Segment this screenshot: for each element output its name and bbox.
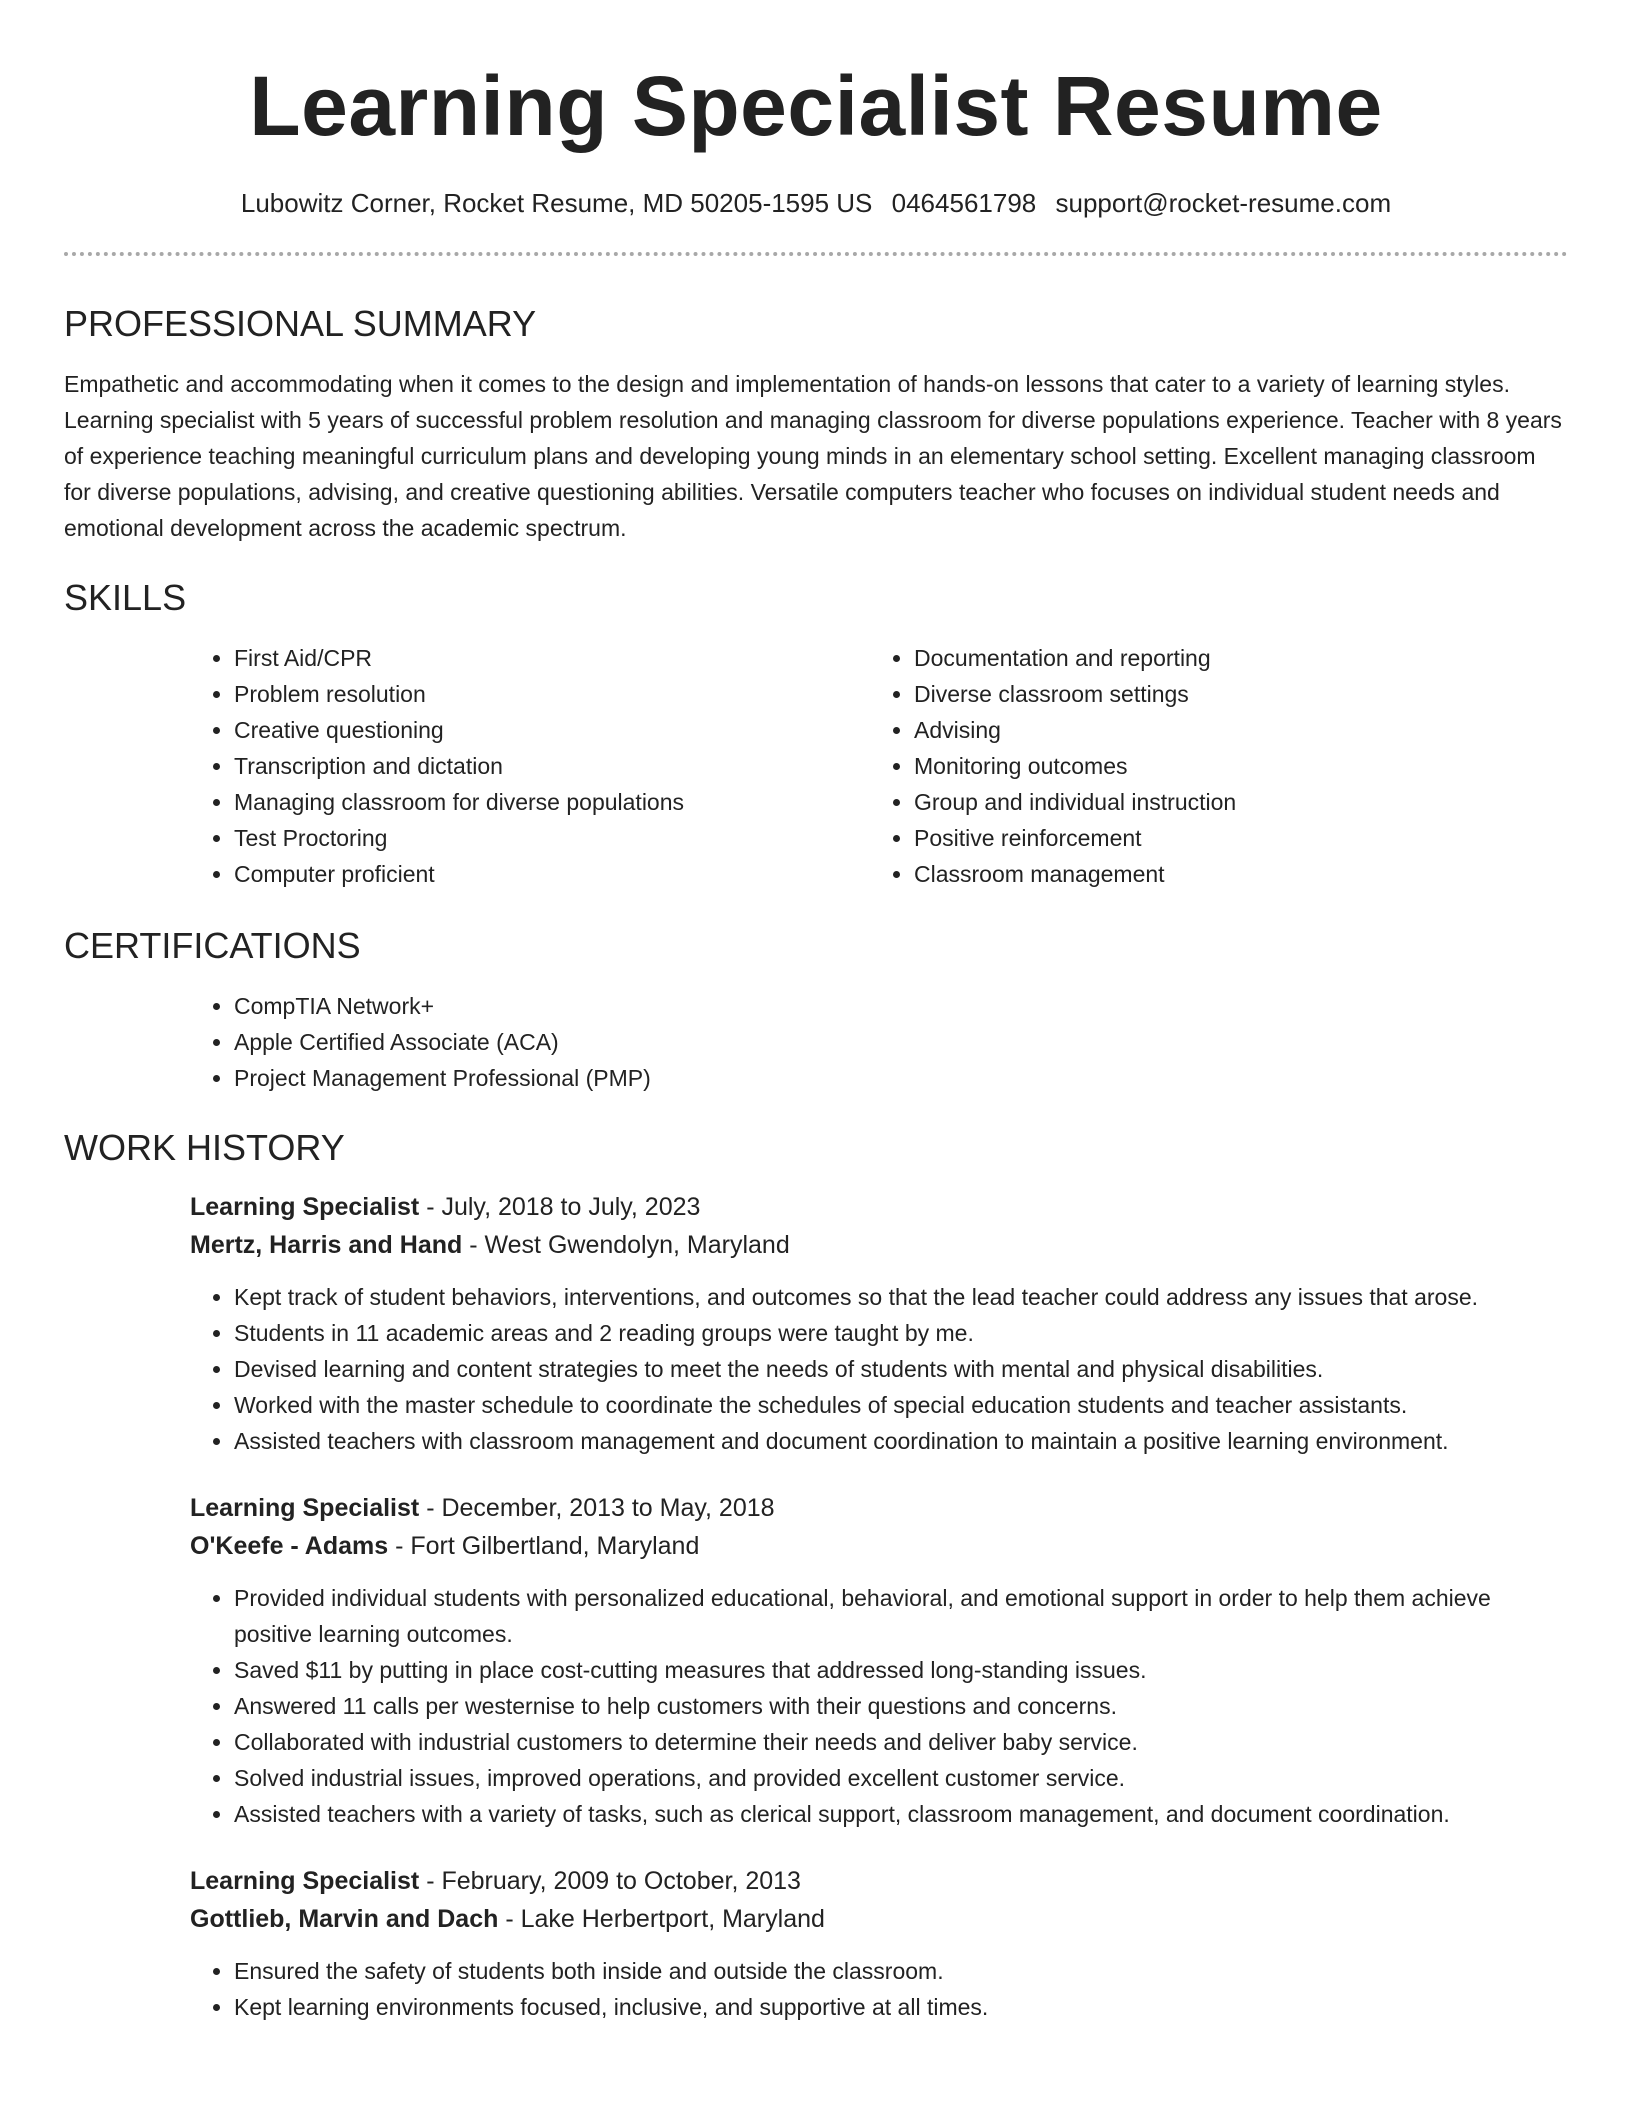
skill-item: • First Aid/CPR <box>234 640 870 676</box>
job-duty-item: • Worked with the master schedule to coordinate the schedules of special education students and teacher assistants. <box>234 1387 1568 1423</box>
skills-list-right <box>870 640 1550 892</box>
job-entry <box>190 1489 1568 1832</box>
skill-item: • Problem resolution <box>234 676 870 712</box>
job-title: Learning Specialist <box>190 1867 420 1895</box>
skill-item: • Group and individual instruction <box>914 784 1550 820</box>
job-title-line <box>190 1489 1568 1527</box>
skill-item: • Classroom management <box>914 856 1550 892</box>
jobs-container <box>190 1188 1568 2025</box>
job-location: - Fort Gilbertland, Maryland <box>388 1532 700 1560</box>
certification-item: • CompTIA Network+ <box>234 988 1568 1024</box>
job-company: Mertz, Harris and Hand <box>190 1231 463 1259</box>
summary-heading: PROFESSIONAL SUMMARY <box>64 303 537 344</box>
certification-item: • Apple Certified Associate (ACA) <box>234 1024 1568 1060</box>
certifications-body <box>190 988 1568 1096</box>
skills-section <box>64 576 1568 892</box>
job-duty-item: • Collaborated with industrial customers to determine their needs and deliver baby service. <box>234 1724 1568 1760</box>
skill-item: • Documentation and reporting <box>914 640 1550 676</box>
job-duty-item: • Devised learning and content strategies to meet the needs of students with mental and physical disabilities. <box>234 1351 1568 1387</box>
job-dates: - February, 2009 to October, 2013 <box>419 1867 801 1895</box>
skill-item: • Creative questioning <box>234 712 870 748</box>
work-history-heading: WORK HISTORY <box>64 1127 345 1168</box>
job-dates: - December, 2013 to May, 2018 <box>419 1494 775 1522</box>
skills-grid <box>190 640 1568 892</box>
work-history-section <box>64 1126 1568 2025</box>
skill-item: • Advising <box>914 712 1550 748</box>
certifications-list <box>190 988 1568 1096</box>
job-duty-item: • Provided individual students with personalized educational, behavioral, and emotional support in order to help them achieve positive learning outcomes. <box>234 1580 1568 1652</box>
job-title: Learning Specialist <box>190 1494 420 1522</box>
job-entry <box>190 1188 1568 1459</box>
skill-item: • Test Proctoring <box>234 820 870 856</box>
page-title: Learning Specialist Resume <box>249 59 1383 153</box>
skill-item: • Transcription and dictation <box>234 748 870 784</box>
skill-item: • Computer proficient <box>234 856 870 892</box>
skills-heading: SKILLS <box>64 577 187 618</box>
phone-text: 0464561798 <box>891 188 1037 218</box>
job-title-line <box>190 1862 1568 1900</box>
job-company: O'Keefe - Adams <box>190 1532 389 1560</box>
skills-column-right <box>870 640 1550 892</box>
job-location: - Lake Herbertport, Maryland <box>498 1905 825 1933</box>
resume-header <box>0 0 1632 220</box>
skill-item: • Positive reinforcement <box>914 820 1550 856</box>
skill-item: • Diverse classroom settings <box>914 676 1550 712</box>
job-dates: - July, 2018 to July, 2023 <box>419 1193 701 1221</box>
job-duties-list <box>190 1953 1568 2025</box>
job-location: - West Gwendolyn, Maryland <box>462 1231 790 1259</box>
job-duty-item: • Students in 11 academic areas and 2 reading groups were taught by me. <box>234 1315 1568 1351</box>
job-title: Learning Specialist <box>190 1193 420 1221</box>
skill-item: • Monitoring outcomes <box>914 748 1550 784</box>
job-duty-item: • Assisted teachers with a variety of tasks, such as clerical support, classroom management, and document coordination. <box>234 1796 1568 1832</box>
address-text: Lubowitz Corner, Rocket Resume, MD 50205-1595 US <box>240 188 873 218</box>
job-duty-item: • Kept track of student behaviors, interventions, and outcomes so that the lead teacher could address any issues that arose. <box>234 1279 1568 1315</box>
job-duty-item: • Solved industrial issues, improved operations, and provided excellent customer service. <box>234 1760 1568 1796</box>
certification-item: • Project Management Professional (PMP) <box>234 1060 1568 1096</box>
skill-item: • Managing classroom for diverse populations <box>234 784 870 820</box>
certifications-heading: CERTIFICATIONS <box>64 925 361 966</box>
job-duties-list <box>190 1580 1568 1832</box>
summary-text: Empathetic and accommodating when it comes to the design and implementation of hands-on lessons that cater to a variety of learning styles. Learning specialist with 5 years of successful problem resolution and managing classroom for diverse populations experience. Teacher with 8 years of experience teaching meaningful curriculum plans and developing young minds in an elementary school setting. Excellent managing classroom for diverse populations, advising, and creative questioning abilities. Versatile computers teacher who focuses on individual student needs and emotional development across the academic spectrum. <box>64 371 1562 541</box>
job-company-line <box>190 1527 1568 1565</box>
job-title-line <box>190 1188 1568 1226</box>
job-company-line <box>190 1900 1568 1938</box>
job-duty-item: • Assisted teachers with classroom management and document coordination to maintain a positive learning environment. <box>234 1423 1568 1459</box>
job-company: Gottlieb, Marvin and Dach <box>190 1905 499 1933</box>
job-company-line <box>190 1226 1568 1264</box>
email-link[interactable]: support@rocket-resume.com <box>1055 188 1392 218</box>
job-duty-item: • Saved $11 by putting in place cost-cutting measures that addressed long-standing issues. <box>234 1652 1568 1688</box>
job-duties-list <box>190 1279 1568 1459</box>
job-duty-item: • Ensured the safety of students both inside and outside the classroom. <box>234 1953 1568 1989</box>
job-duty-item: • Answered 11 calls per westernise to help customers with their questions and concerns. <box>234 1688 1568 1724</box>
skills-column-left <box>190 640 870 892</box>
contact-line <box>0 186 1632 220</box>
summary-section <box>64 302 1568 546</box>
certifications-section <box>64 924 1568 1096</box>
job-entry <box>190 1862 1568 2025</box>
header-divider <box>64 252 1568 256</box>
skills-list-left <box>190 640 870 892</box>
job-duty-item: • Kept learning environments focused, inclusive, and supportive at all times. <box>234 1989 1568 2025</box>
